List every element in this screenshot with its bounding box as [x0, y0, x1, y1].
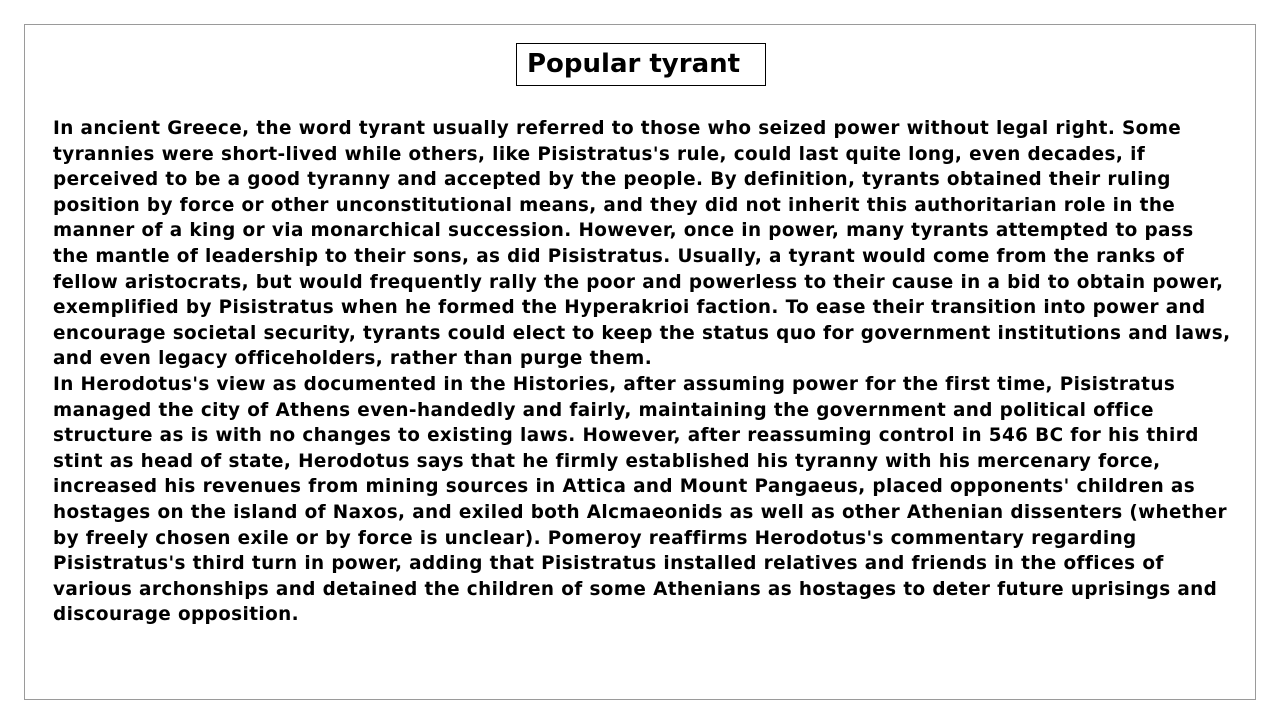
slide-body	[53, 116, 1233, 628]
paragraph-1: In ancient Greece, the word tyrant usually referred to those who seized power without legal right. Some tyrannies were short-lived while others, like Pisistratus's rule, could last quite long, even decades, if perceived to be a good tyranny and accepted by the people. By definition, tyrants obtained their ruling position by force or other unconstitutional means, and they did not inherit this authoritarian role in the manner of a king or via monarchical succession. However, once in power, many tyrants attempted to pass the mantle of leadership to their sons, as did Pisistratus. Usually, a tyrant would come from the ranks of fellow aristocrats, but would frequently rally the poor and powerless to their cause in a bid to obtain power, exemplified by Pisistratus when he formed the Hyperakrioi faction. To ease their transition into power and encourage societal security, tyrants could elect to keep the status quo for government institutions and laws, and even legacy officeholders, rather than purge them.	[53, 118, 1231, 370]
paragraph-2: In Herodotus's view as documented in the Histories, after assuming power for the first time, Pisistratus managed the city of Athens even-handedly and fairly, maintaining the government and political office structure as is with no changes to existing laws. However, after reassuming control in 546 BC for his third stint as head of state, Herodotus says that he firmly established his tyranny with his mercenary force, increased his revenues from mining sources in Attica and Mount Pangaeus, placed opponents' children as hostages on the island of Naxos, and exiled both Alcmaeonids as well as other Athenian dissenters (whether by freely chosen exile or by force is unclear). Pomeroy reaffirms Herodotus's commentary regarding Pisistratus's third turn in power, adding that Pisistratus installed relatives and friends in the offices of various archonships and detained the children of some Athenians as hostages to deter future uprisings and discourage opposition.	[53, 373, 1227, 626]
slide	[24, 24, 1256, 700]
slide-title: Popular tyrant	[516, 43, 766, 86]
